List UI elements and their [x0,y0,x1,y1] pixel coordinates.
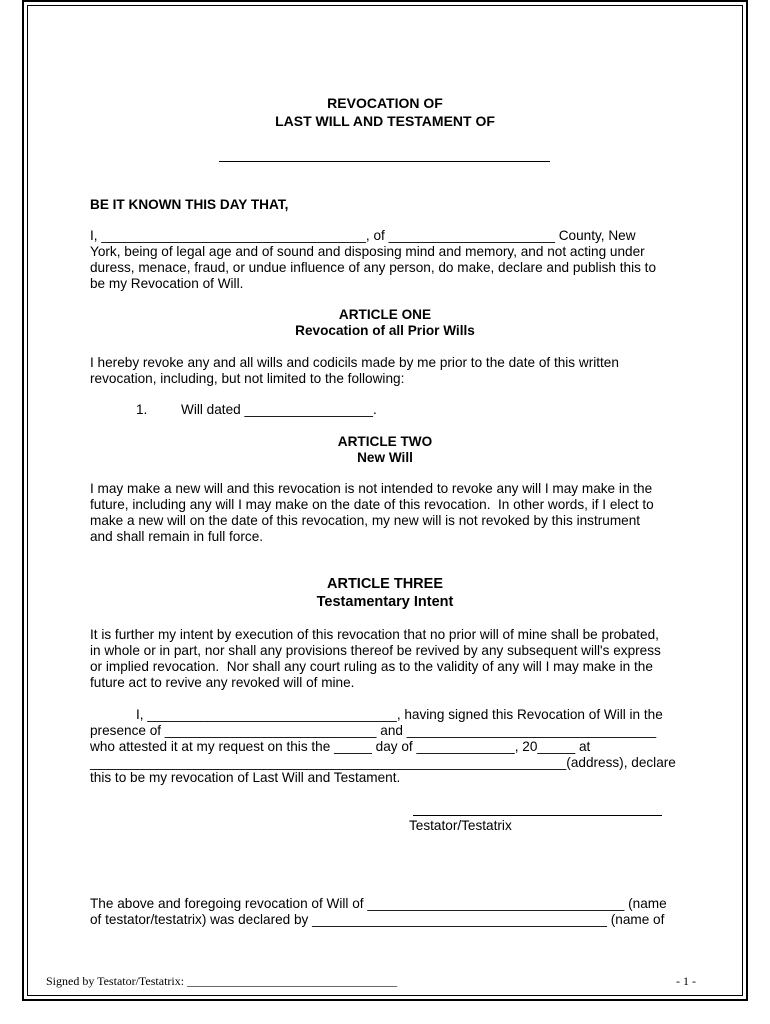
article-three-subheading: Testamentary Intent [316,594,454,610]
article-two-line-2: future, including any will I may make on the date of this revocation. In other words, if I elect to [90,497,654,512]
article-two-subheading: New Will [357,450,413,465]
attestation-line-4: _______________________________________________________________(address), declare [90,755,676,770]
footer-signed-by: Signed by Testator/Testatrix: ___________________________________ [46,974,398,988]
intro-line-4: be my Revocation of Will. [90,276,244,291]
attestation-line-3: who attested it at my request on this the _____ day of _____________, 20_____ at [90,739,591,754]
article-one-line-1: I hereby revoke any and all wills and codicils made by me prior to the date of this written [90,355,619,370]
intro-line-1: I, ___________________________________, of ______________________ County, New [90,228,636,243]
signature-line [413,815,662,816]
title-line-2: LAST WILL AND TESTAMENT OF [275,113,495,129]
article-two-line-1: I may make a new will and this revocation is not intended to revoke any will I may make in the [90,481,653,496]
intro-line-3: duress, menace, fraud, or undue influence of any person, do make, declare and publish this to [90,260,656,275]
article-two-line-4: and shall remain in full force. [90,529,264,544]
attestation-line-1: I, _________________________________, having signed this Revocation of Will in the [136,707,663,722]
article-three-line-1: It is further my intent by execution of this revocation that no prior will of mine shall be probated, [90,627,659,642]
article-two-heading: ARTICLE TWO [337,434,433,449]
article-two-line-3: make a new will on the date of this revocation, my new will is not revoked by this instrument [90,513,641,528]
article-one-line-2: revocation, including, but not limited to the following: [90,371,405,386]
will-item-number: 1. [136,402,148,417]
article-one-subheading: Revocation of all Prior Wills [295,323,475,338]
signature-label: Testator/Testatrix [409,818,512,833]
attestation-line-2: presence of ____________________________ and _________________________________ [90,723,657,738]
article-three-line-2: in whole or in part, nor shall any provisions thereof be revived by any subsequent will's express [90,643,661,658]
intro-line-2: York, being of legal age and of sound and disposing mind and memory, and not acting under [90,244,645,259]
article-one-heading: ARTICLE ONE [338,307,432,322]
article-three-line-3: or implied revocation. Nor shall any court ruling as to the validity of any will I may make in the [90,659,653,674]
title-line-1: REVOCATION OF [327,95,443,111]
will-item-text: Will dated _________________. [181,402,377,417]
witness-line-1: The above and foregoing revocation of Will of __________________________________ (name [90,896,667,911]
name-blank-line [219,161,550,162]
page-number: - 1 - [676,974,696,988]
article-three-line-4: future act to revive any revoked will of mine. [90,675,355,690]
article-three-heading: ARTICLE THREE [327,576,443,592]
attestation-line-5: this to be my revocation of Last Will and Testament. [90,770,401,785]
intro-heading: BE IT KNOWN THIS DAY THAT, [90,197,289,212]
witness-line-2: of testator/testatrix) was declared by _______________________________________ (name of [90,912,665,927]
